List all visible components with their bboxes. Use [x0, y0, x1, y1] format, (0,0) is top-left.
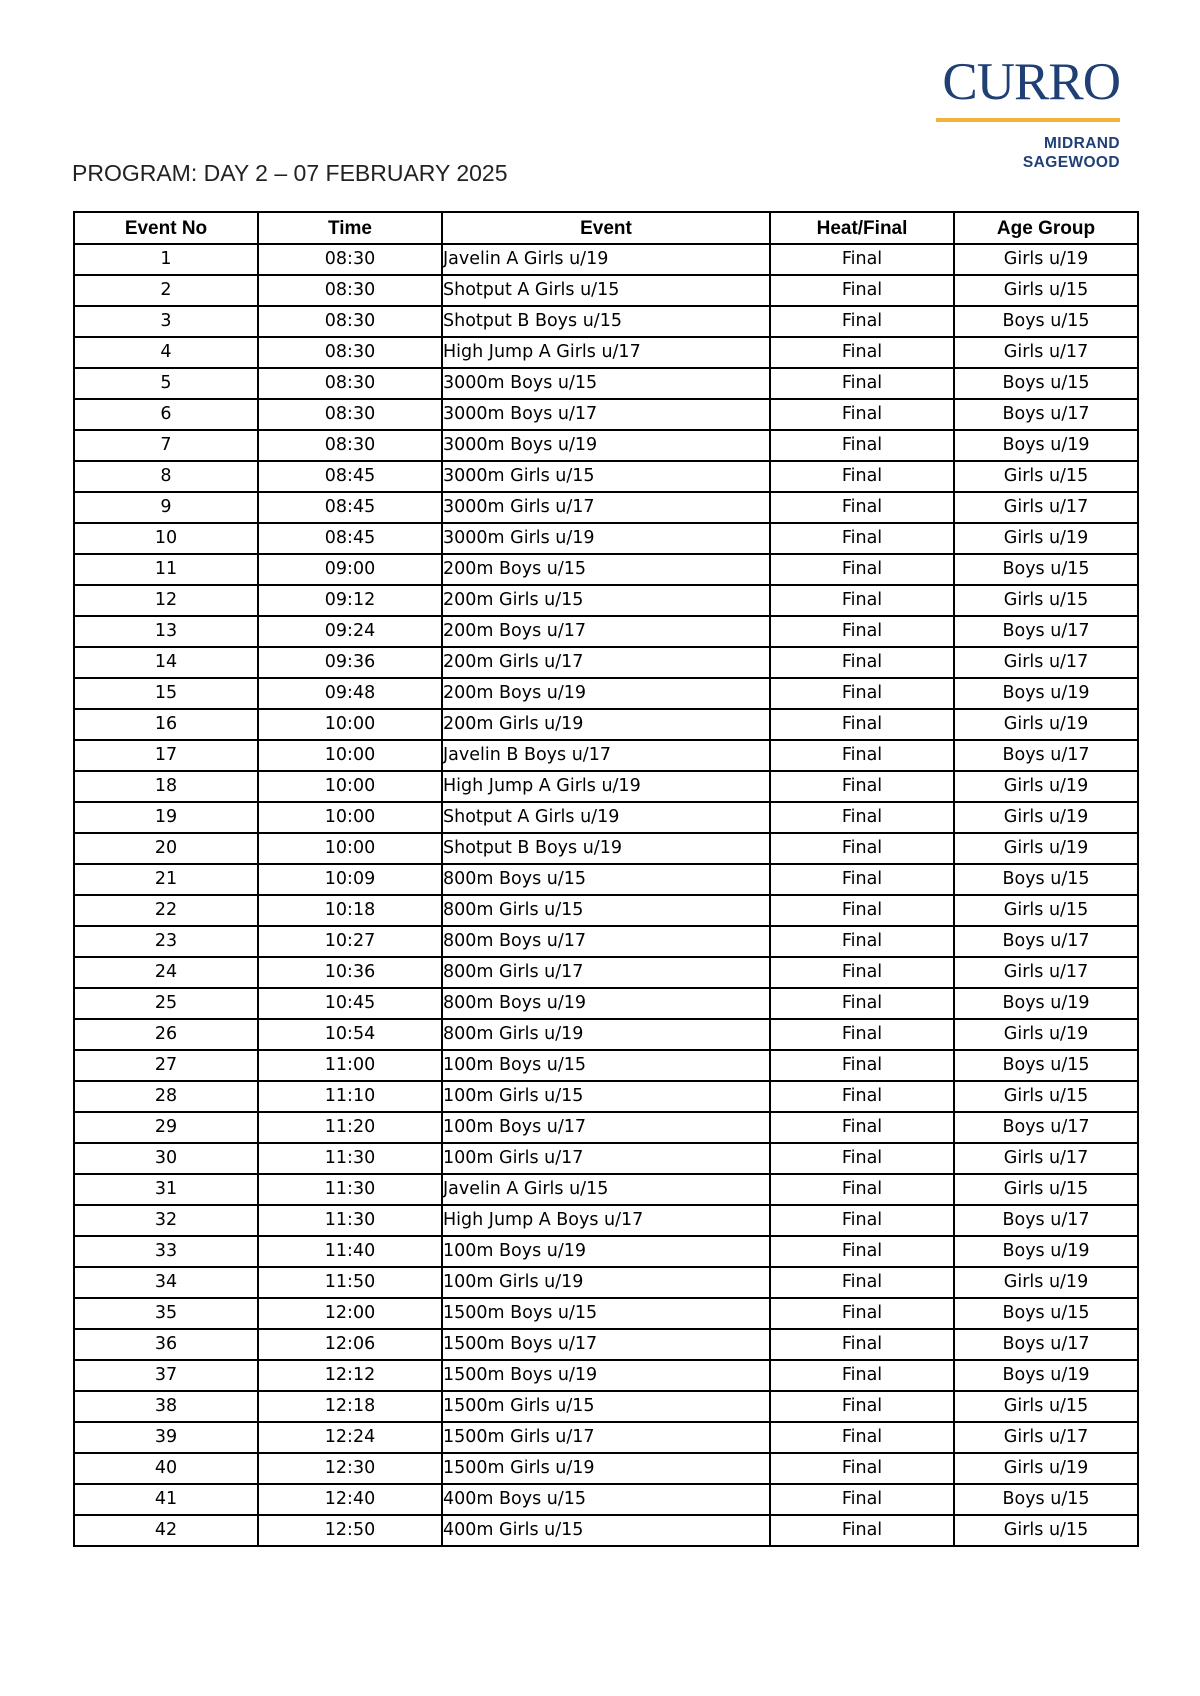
- heat-final-cell: Final: [770, 988, 954, 1019]
- heat-final-cell: Final: [770, 1360, 954, 1391]
- event-no-cell: 15: [74, 678, 258, 709]
- age-group-cell: Girls u/19: [954, 1019, 1138, 1050]
- age-group-cell: Girls u/15: [954, 1081, 1138, 1112]
- heat-final-cell: Final: [770, 1081, 954, 1112]
- event-cell: 1500m Girls u/15: [442, 1391, 770, 1422]
- logo-underline: [936, 118, 1120, 122]
- heat-final-cell: Final: [770, 709, 954, 740]
- table-row: [74, 864, 1138, 895]
- heat-final-cell: Final: [770, 306, 954, 337]
- age-group-cell: Girls u/19: [954, 802, 1138, 833]
- heat-final-cell: Final: [770, 430, 954, 461]
- time-cell: 10:36: [258, 957, 442, 988]
- time-cell: 09:12: [258, 585, 442, 616]
- table-row: [74, 1143, 1138, 1174]
- age-group-cell: Girls u/17: [954, 957, 1138, 988]
- heat-final-cell: Final: [770, 1050, 954, 1081]
- table-row: [74, 492, 1138, 523]
- event-no-cell: 22: [74, 895, 258, 926]
- age-group-cell: Boys u/15: [954, 1298, 1138, 1329]
- time-cell: 12:24: [258, 1422, 442, 1453]
- event-cell: 3000m Boys u/15: [442, 368, 770, 399]
- heat-final-cell: Final: [770, 1112, 954, 1143]
- event-no-cell: 17: [74, 740, 258, 771]
- table-row: [74, 895, 1138, 926]
- table-row: [74, 554, 1138, 585]
- event-cell: 100m Boys u/17: [442, 1112, 770, 1143]
- age-group-cell: Boys u/15: [954, 306, 1138, 337]
- age-group-cell: Boys u/17: [954, 1112, 1138, 1143]
- table-row: [74, 678, 1138, 709]
- event-cell: 400m Girls u/15: [442, 1515, 770, 1546]
- age-group-cell: Girls u/19: [954, 1267, 1138, 1298]
- table-row: [74, 957, 1138, 988]
- age-group-cell: Boys u/15: [954, 1050, 1138, 1081]
- table-row: [74, 1329, 1138, 1360]
- header-time: Time: [258, 212, 442, 244]
- table-row: [74, 1391, 1138, 1422]
- event-no-cell: 39: [74, 1422, 258, 1453]
- event-no-cell: 2: [74, 275, 258, 306]
- table-row: [74, 1236, 1138, 1267]
- time-cell: 08:45: [258, 492, 442, 523]
- table-row: [74, 740, 1138, 771]
- event-no-cell: 29: [74, 1112, 258, 1143]
- event-cell: 100m Boys u/19: [442, 1236, 770, 1267]
- heat-final-cell: Final: [770, 1205, 954, 1236]
- time-cell: 09:00: [258, 554, 442, 585]
- event-no-cell: 28: [74, 1081, 258, 1112]
- age-group-cell: Girls u/15: [954, 895, 1138, 926]
- event-cell: Javelin A Girls u/19: [442, 244, 770, 275]
- table-row: [74, 616, 1138, 647]
- table-row: [74, 368, 1138, 399]
- time-cell: 12:00: [258, 1298, 442, 1329]
- event-no-cell: 30: [74, 1143, 258, 1174]
- table-row: [74, 337, 1138, 368]
- age-group-cell: Girls u/19: [954, 771, 1138, 802]
- heat-final-cell: Final: [770, 554, 954, 585]
- heat-final-cell: Final: [770, 647, 954, 678]
- event-cell: 1500m Boys u/19: [442, 1360, 770, 1391]
- age-group-cell: Boys u/17: [954, 740, 1138, 771]
- age-group-cell: Boys u/15: [954, 1484, 1138, 1515]
- age-group-cell: Girls u/17: [954, 1422, 1138, 1453]
- event-cell: Shotput A Girls u/19: [442, 802, 770, 833]
- time-cell: 12:40: [258, 1484, 442, 1515]
- heat-final-cell: Final: [770, 616, 954, 647]
- event-cell: 800m Girls u/17: [442, 957, 770, 988]
- event-no-cell: 7: [74, 430, 258, 461]
- event-no-cell: 24: [74, 957, 258, 988]
- time-cell: 11:30: [258, 1205, 442, 1236]
- heat-final-cell: Final: [770, 926, 954, 957]
- table-row: [74, 1515, 1138, 1546]
- heat-final-cell: Final: [770, 399, 954, 430]
- event-no-cell: 8: [74, 461, 258, 492]
- event-no-cell: 26: [74, 1019, 258, 1050]
- heat-final-cell: Final: [770, 368, 954, 399]
- table-row: [74, 1174, 1138, 1205]
- event-no-cell: 5: [74, 368, 258, 399]
- age-group-cell: Girls u/19: [954, 1453, 1138, 1484]
- heat-final-cell: Final: [770, 1484, 954, 1515]
- time-cell: 11:20: [258, 1112, 442, 1143]
- header-age-group: Age Group: [954, 212, 1138, 244]
- time-cell: 11:40: [258, 1236, 442, 1267]
- event-cell: 200m Boys u/17: [442, 616, 770, 647]
- age-group-cell: Girls u/15: [954, 461, 1138, 492]
- event-cell: 800m Girls u/15: [442, 895, 770, 926]
- event-no-cell: 11: [74, 554, 258, 585]
- age-group-cell: Girls u/17: [954, 647, 1138, 678]
- logo-wordmark: CURRO: [942, 53, 1120, 111]
- event-no-cell: 31: [74, 1174, 258, 1205]
- table-row: [74, 833, 1138, 864]
- event-no-cell: 32: [74, 1205, 258, 1236]
- event-cell: 800m Girls u/19: [442, 1019, 770, 1050]
- time-cell: 08:30: [258, 430, 442, 461]
- time-cell: 08:45: [258, 523, 442, 554]
- table-row: [74, 1422, 1138, 1453]
- age-group-cell: Boys u/17: [954, 1205, 1138, 1236]
- heat-final-cell: Final: [770, 833, 954, 864]
- event-no-cell: 35: [74, 1298, 258, 1329]
- age-group-cell: Girls u/15: [954, 585, 1138, 616]
- table-row: [74, 244, 1138, 275]
- event-cell: 100m Girls u/15: [442, 1081, 770, 1112]
- event-no-cell: 27: [74, 1050, 258, 1081]
- heat-final-cell: Final: [770, 1453, 954, 1484]
- event-no-cell: 21: [74, 864, 258, 895]
- curro-logo: [930, 53, 1120, 172]
- event-cell: 3000m Girls u/17: [442, 492, 770, 523]
- event-cell: 1500m Girls u/17: [442, 1422, 770, 1453]
- time-cell: 11:00: [258, 1050, 442, 1081]
- age-group-cell: Girls u/15: [954, 1174, 1138, 1205]
- age-group-cell: Boys u/17: [954, 399, 1138, 430]
- table-row: [74, 1360, 1138, 1391]
- event-cell: 800m Boys u/19: [442, 988, 770, 1019]
- table-row: [74, 709, 1138, 740]
- age-group-cell: Girls u/15: [954, 1515, 1138, 1546]
- event-no-cell: 19: [74, 802, 258, 833]
- time-cell: 10:00: [258, 802, 442, 833]
- event-no-cell: 23: [74, 926, 258, 957]
- event-cell: Shotput B Boys u/15: [442, 306, 770, 337]
- event-no-cell: 12: [74, 585, 258, 616]
- event-no-cell: 18: [74, 771, 258, 802]
- age-group-cell: Boys u/17: [954, 926, 1138, 957]
- event-cell: 1500m Boys u/15: [442, 1298, 770, 1329]
- age-group-cell: Girls u/17: [954, 492, 1138, 523]
- heat-final-cell: Final: [770, 275, 954, 306]
- time-cell: 10:09: [258, 864, 442, 895]
- event-no-cell: 20: [74, 833, 258, 864]
- event-no-cell: 34: [74, 1267, 258, 1298]
- time-cell: 12:06: [258, 1329, 442, 1360]
- age-group-cell: Boys u/19: [954, 1236, 1138, 1267]
- table-row: [74, 647, 1138, 678]
- age-group-cell: Girls u/15: [954, 1391, 1138, 1422]
- heat-final-cell: Final: [770, 864, 954, 895]
- table-row: [74, 275, 1138, 306]
- table-row: [74, 1453, 1138, 1484]
- time-cell: 09:36: [258, 647, 442, 678]
- event-cell: 1500m Boys u/17: [442, 1329, 770, 1360]
- event-cell: 800m Boys u/15: [442, 864, 770, 895]
- table-row: [74, 1484, 1138, 1515]
- heat-final-cell: Final: [770, 1422, 954, 1453]
- heat-final-cell: Final: [770, 1298, 954, 1329]
- time-cell: 10:00: [258, 709, 442, 740]
- event-no-cell: 40: [74, 1453, 258, 1484]
- time-cell: 10:45: [258, 988, 442, 1019]
- time-cell: 08:30: [258, 399, 442, 430]
- event-no-cell: 1: [74, 244, 258, 275]
- table-header-row: [74, 212, 1138, 244]
- event-no-cell: 14: [74, 647, 258, 678]
- table-row: [74, 1081, 1138, 1112]
- event-no-cell: 6: [74, 399, 258, 430]
- age-group-cell: Girls u/19: [954, 523, 1138, 554]
- event-cell: 100m Girls u/19: [442, 1267, 770, 1298]
- table-row: [74, 771, 1138, 802]
- time-cell: 08:45: [258, 461, 442, 492]
- table-row: [74, 1019, 1138, 1050]
- time-cell: 10:00: [258, 740, 442, 771]
- program-table: [73, 211, 1139, 1547]
- event-no-cell: 38: [74, 1391, 258, 1422]
- time-cell: 11:30: [258, 1174, 442, 1205]
- event-cell: 1500m Girls u/19: [442, 1453, 770, 1484]
- time-cell: 12:18: [258, 1391, 442, 1422]
- event-cell: 200m Girls u/15: [442, 585, 770, 616]
- table-row: [74, 1205, 1138, 1236]
- table-row: [74, 399, 1138, 430]
- table-row: [74, 1298, 1138, 1329]
- event-no-cell: 42: [74, 1515, 258, 1546]
- event-cell: 3000m Girls u/19: [442, 523, 770, 554]
- age-group-cell: Boys u/19: [954, 988, 1138, 1019]
- event-cell: 200m Boys u/19: [442, 678, 770, 709]
- age-group-cell: Boys u/15: [954, 554, 1138, 585]
- heat-final-cell: Final: [770, 1174, 954, 1205]
- time-cell: 10:27: [258, 926, 442, 957]
- heat-final-cell: Final: [770, 1329, 954, 1360]
- event-no-cell: 4: [74, 337, 258, 368]
- time-cell: 08:30: [258, 244, 442, 275]
- time-cell: 08:30: [258, 368, 442, 399]
- heat-final-cell: Final: [770, 740, 954, 771]
- table-row: [74, 802, 1138, 833]
- header-event: Event: [442, 212, 770, 244]
- event-cell: 100m Boys u/15: [442, 1050, 770, 1081]
- table-row: [74, 926, 1138, 957]
- age-group-cell: Boys u/19: [954, 1360, 1138, 1391]
- event-cell: 100m Girls u/17: [442, 1143, 770, 1174]
- heat-final-cell: Final: [770, 678, 954, 709]
- event-no-cell: 9: [74, 492, 258, 523]
- time-cell: 11:30: [258, 1143, 442, 1174]
- time-cell: 12:50: [258, 1515, 442, 1546]
- heat-final-cell: Final: [770, 1391, 954, 1422]
- time-cell: 10:00: [258, 771, 442, 802]
- event-no-cell: 16: [74, 709, 258, 740]
- event-cell: 3000m Girls u/15: [442, 461, 770, 492]
- table-row: [74, 430, 1138, 461]
- heat-final-cell: Final: [770, 337, 954, 368]
- heat-final-cell: Final: [770, 957, 954, 988]
- header-heat-final: Heat/Final: [770, 212, 954, 244]
- age-group-cell: Girls u/19: [954, 833, 1138, 864]
- table-row: [74, 306, 1138, 337]
- event-no-cell: 41: [74, 1484, 258, 1515]
- table-row: [74, 523, 1138, 554]
- event-no-cell: 13: [74, 616, 258, 647]
- event-cell: 3000m Boys u/17: [442, 399, 770, 430]
- heat-final-cell: Final: [770, 1236, 954, 1267]
- event-cell: Javelin A Girls u/15: [442, 1174, 770, 1205]
- heat-final-cell: Final: [770, 244, 954, 275]
- logo-campus-line2: SAGEWOOD: [1022, 154, 1120, 171]
- time-cell: 10:00: [258, 833, 442, 864]
- event-no-cell: 37: [74, 1360, 258, 1391]
- event-cell: Javelin B Boys u/17: [442, 740, 770, 771]
- event-no-cell: 33: [74, 1236, 258, 1267]
- time-cell: 12:30: [258, 1453, 442, 1484]
- heat-final-cell: Final: [770, 1267, 954, 1298]
- time-cell: 12:12: [258, 1360, 442, 1391]
- heat-final-cell: Final: [770, 1143, 954, 1174]
- age-group-cell: Girls u/15: [954, 275, 1138, 306]
- age-group-cell: Girls u/19: [954, 709, 1138, 740]
- event-cell: 400m Boys u/15: [442, 1484, 770, 1515]
- time-cell: 09:48: [258, 678, 442, 709]
- table-row: [74, 1050, 1138, 1081]
- age-group-cell: Boys u/17: [954, 1329, 1138, 1360]
- time-cell: 08:30: [258, 306, 442, 337]
- heat-final-cell: Final: [770, 1515, 954, 1546]
- event-cell: High Jump A Boys u/17: [442, 1205, 770, 1236]
- age-group-cell: Girls u/17: [954, 1143, 1138, 1174]
- event-no-cell: 36: [74, 1329, 258, 1360]
- event-cell: 200m Girls u/19: [442, 709, 770, 740]
- table-row: [74, 461, 1138, 492]
- page-title: PROGRAM: DAY 2 – 07 FEBRUARY 2025: [72, 160, 508, 186]
- age-group-cell: Girls u/19: [954, 244, 1138, 275]
- event-cell: 200m Girls u/17: [442, 647, 770, 678]
- age-group-cell: Girls u/17: [954, 337, 1138, 368]
- heat-final-cell: Final: [770, 585, 954, 616]
- heat-final-cell: Final: [770, 771, 954, 802]
- age-group-cell: Boys u/15: [954, 864, 1138, 895]
- age-group-cell: Boys u/15: [954, 368, 1138, 399]
- event-cell: 800m Boys u/17: [442, 926, 770, 957]
- header-event-no: Event No: [74, 212, 258, 244]
- time-cell: 10:18: [258, 895, 442, 926]
- age-group-cell: Boys u/19: [954, 430, 1138, 461]
- heat-final-cell: Final: [770, 461, 954, 492]
- logo-campus-line1: MIDRAND: [1044, 135, 1120, 152]
- event-cell: High Jump A Girls u/19: [442, 771, 770, 802]
- time-cell: 09:24: [258, 616, 442, 647]
- heat-final-cell: Final: [770, 1019, 954, 1050]
- heat-final-cell: Final: [770, 523, 954, 554]
- table-row: [74, 1267, 1138, 1298]
- time-cell: 08:30: [258, 337, 442, 368]
- event-cell: Shotput A Girls u/15: [442, 275, 770, 306]
- event-no-cell: 3: [74, 306, 258, 337]
- event-cell: High Jump A Girls u/17: [442, 337, 770, 368]
- time-cell: 11:10: [258, 1081, 442, 1112]
- event-cell: Shotput B Boys u/19: [442, 833, 770, 864]
- time-cell: 08:30: [258, 275, 442, 306]
- time-cell: 10:54: [258, 1019, 442, 1050]
- heat-final-cell: Final: [770, 492, 954, 523]
- time-cell: 11:50: [258, 1267, 442, 1298]
- event-cell: 200m Boys u/15: [442, 554, 770, 585]
- heat-final-cell: Final: [770, 895, 954, 926]
- event-no-cell: 10: [74, 523, 258, 554]
- table-row: [74, 1112, 1138, 1143]
- event-no-cell: 25: [74, 988, 258, 1019]
- age-group-cell: Boys u/17: [954, 616, 1138, 647]
- table-row: [74, 988, 1138, 1019]
- age-group-cell: Boys u/19: [954, 678, 1138, 709]
- table-body: [74, 244, 1138, 1546]
- table-row: [74, 585, 1138, 616]
- event-cell: 3000m Boys u/19: [442, 430, 770, 461]
- heat-final-cell: Final: [770, 802, 954, 833]
